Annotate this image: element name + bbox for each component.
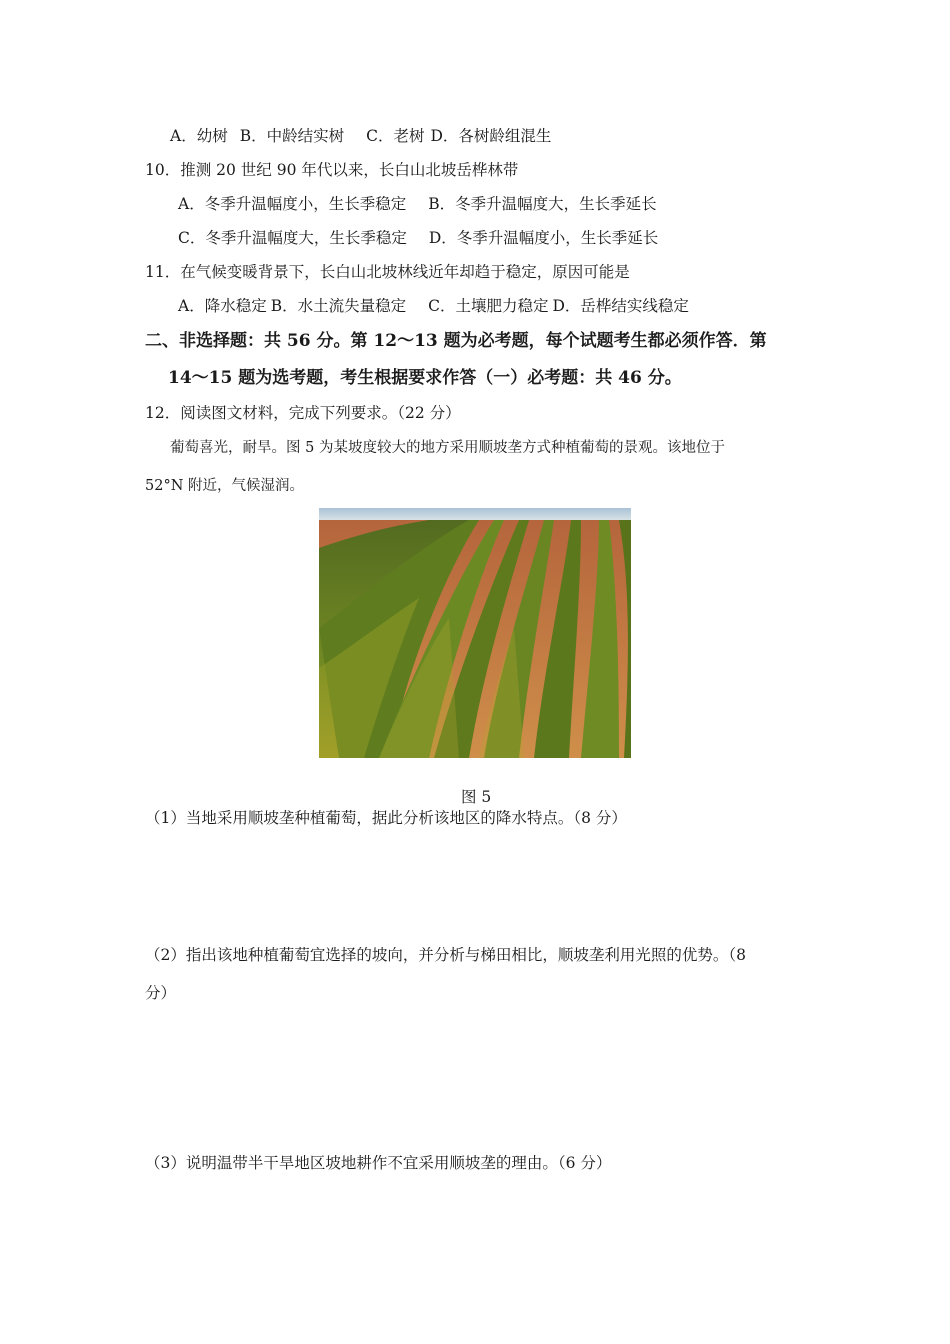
- q12-sub1: （1）当地采用顺坡垄种植葡萄，据此分析该地区的降水特点。（8 分）: [145, 809, 627, 827]
- section2-heading-line2: 14～15 题为选考题，考生根据要求作答（一）必考题：共 46 分。: [168, 368, 682, 388]
- q12-sub3: （3）说明温带半干旱地区坡地耕作不宜采用顺坡垄的理由。（6 分）: [145, 1154, 612, 1172]
- q11-option-b: B．水土流失量稳定: [270, 297, 407, 315]
- q10-options-row1: [178, 194, 657, 214]
- q12-material-line1: 葡萄喜光，耐旱。图 5 为某坡度较大的地方采用顺坡垄方式种植葡萄的景观。该地位于: [170, 440, 725, 456]
- q12-sub2-line1: （2）指出该地种植葡萄宜选择的坡向，并分析与梯田相比，顺坡垄利用光照的优势。（8: [145, 946, 746, 964]
- q11-option-a: A．降水稳定: [178, 297, 267, 315]
- q10-stem: 10．推测 20 世纪 90 年代以来，长白山北坡岳桦林带: [145, 161, 519, 179]
- q11-stem: 11．在气候变暖背景下，长白山北坡林线近年却趋于稳定，原因可能是: [145, 263, 630, 281]
- q12-stem: 12．阅读图文材料，完成下列要求。（22 分）: [145, 404, 461, 422]
- q11-options-row: [178, 296, 689, 316]
- q9-option-a: A．幼树: [170, 127, 228, 145]
- q10-option-a: A．冬季升温幅度小，生长季稳定: [178, 195, 407, 213]
- q9-option-b: B．中龄结实树: [239, 127, 345, 145]
- q12-material-line2: 52°N 附近，气候湿润。: [145, 478, 304, 494]
- q9-option-d: D．各树龄组混生: [430, 127, 552, 145]
- q9-options-row: [170, 126, 551, 146]
- section2-heading-line1: 二、非选择题：共 56 分。第 12～13 题为必考题，每个试题考生都必须作答．第: [145, 331, 767, 351]
- q10-options-row2: [178, 228, 658, 248]
- vineyard-photo: [319, 508, 631, 758]
- q11-option-d: D．岳桦结实线稳定: [552, 297, 689, 315]
- q10-option-d: D．冬季升温幅度小，生长季延长: [428, 229, 659, 247]
- figure-caption: 图 5: [461, 788, 492, 806]
- q11-option-c: C．土壤肥力稳定: [428, 297, 549, 315]
- q10-option-b: B．冬季升温幅度大，生长季延长: [428, 195, 657, 213]
- q12-sub2-line2: 分）: [145, 984, 177, 1002]
- q10-option-c: C．冬季升温幅度大，生长季稳定: [178, 229, 407, 247]
- q9-option-c: C．老树: [366, 127, 425, 145]
